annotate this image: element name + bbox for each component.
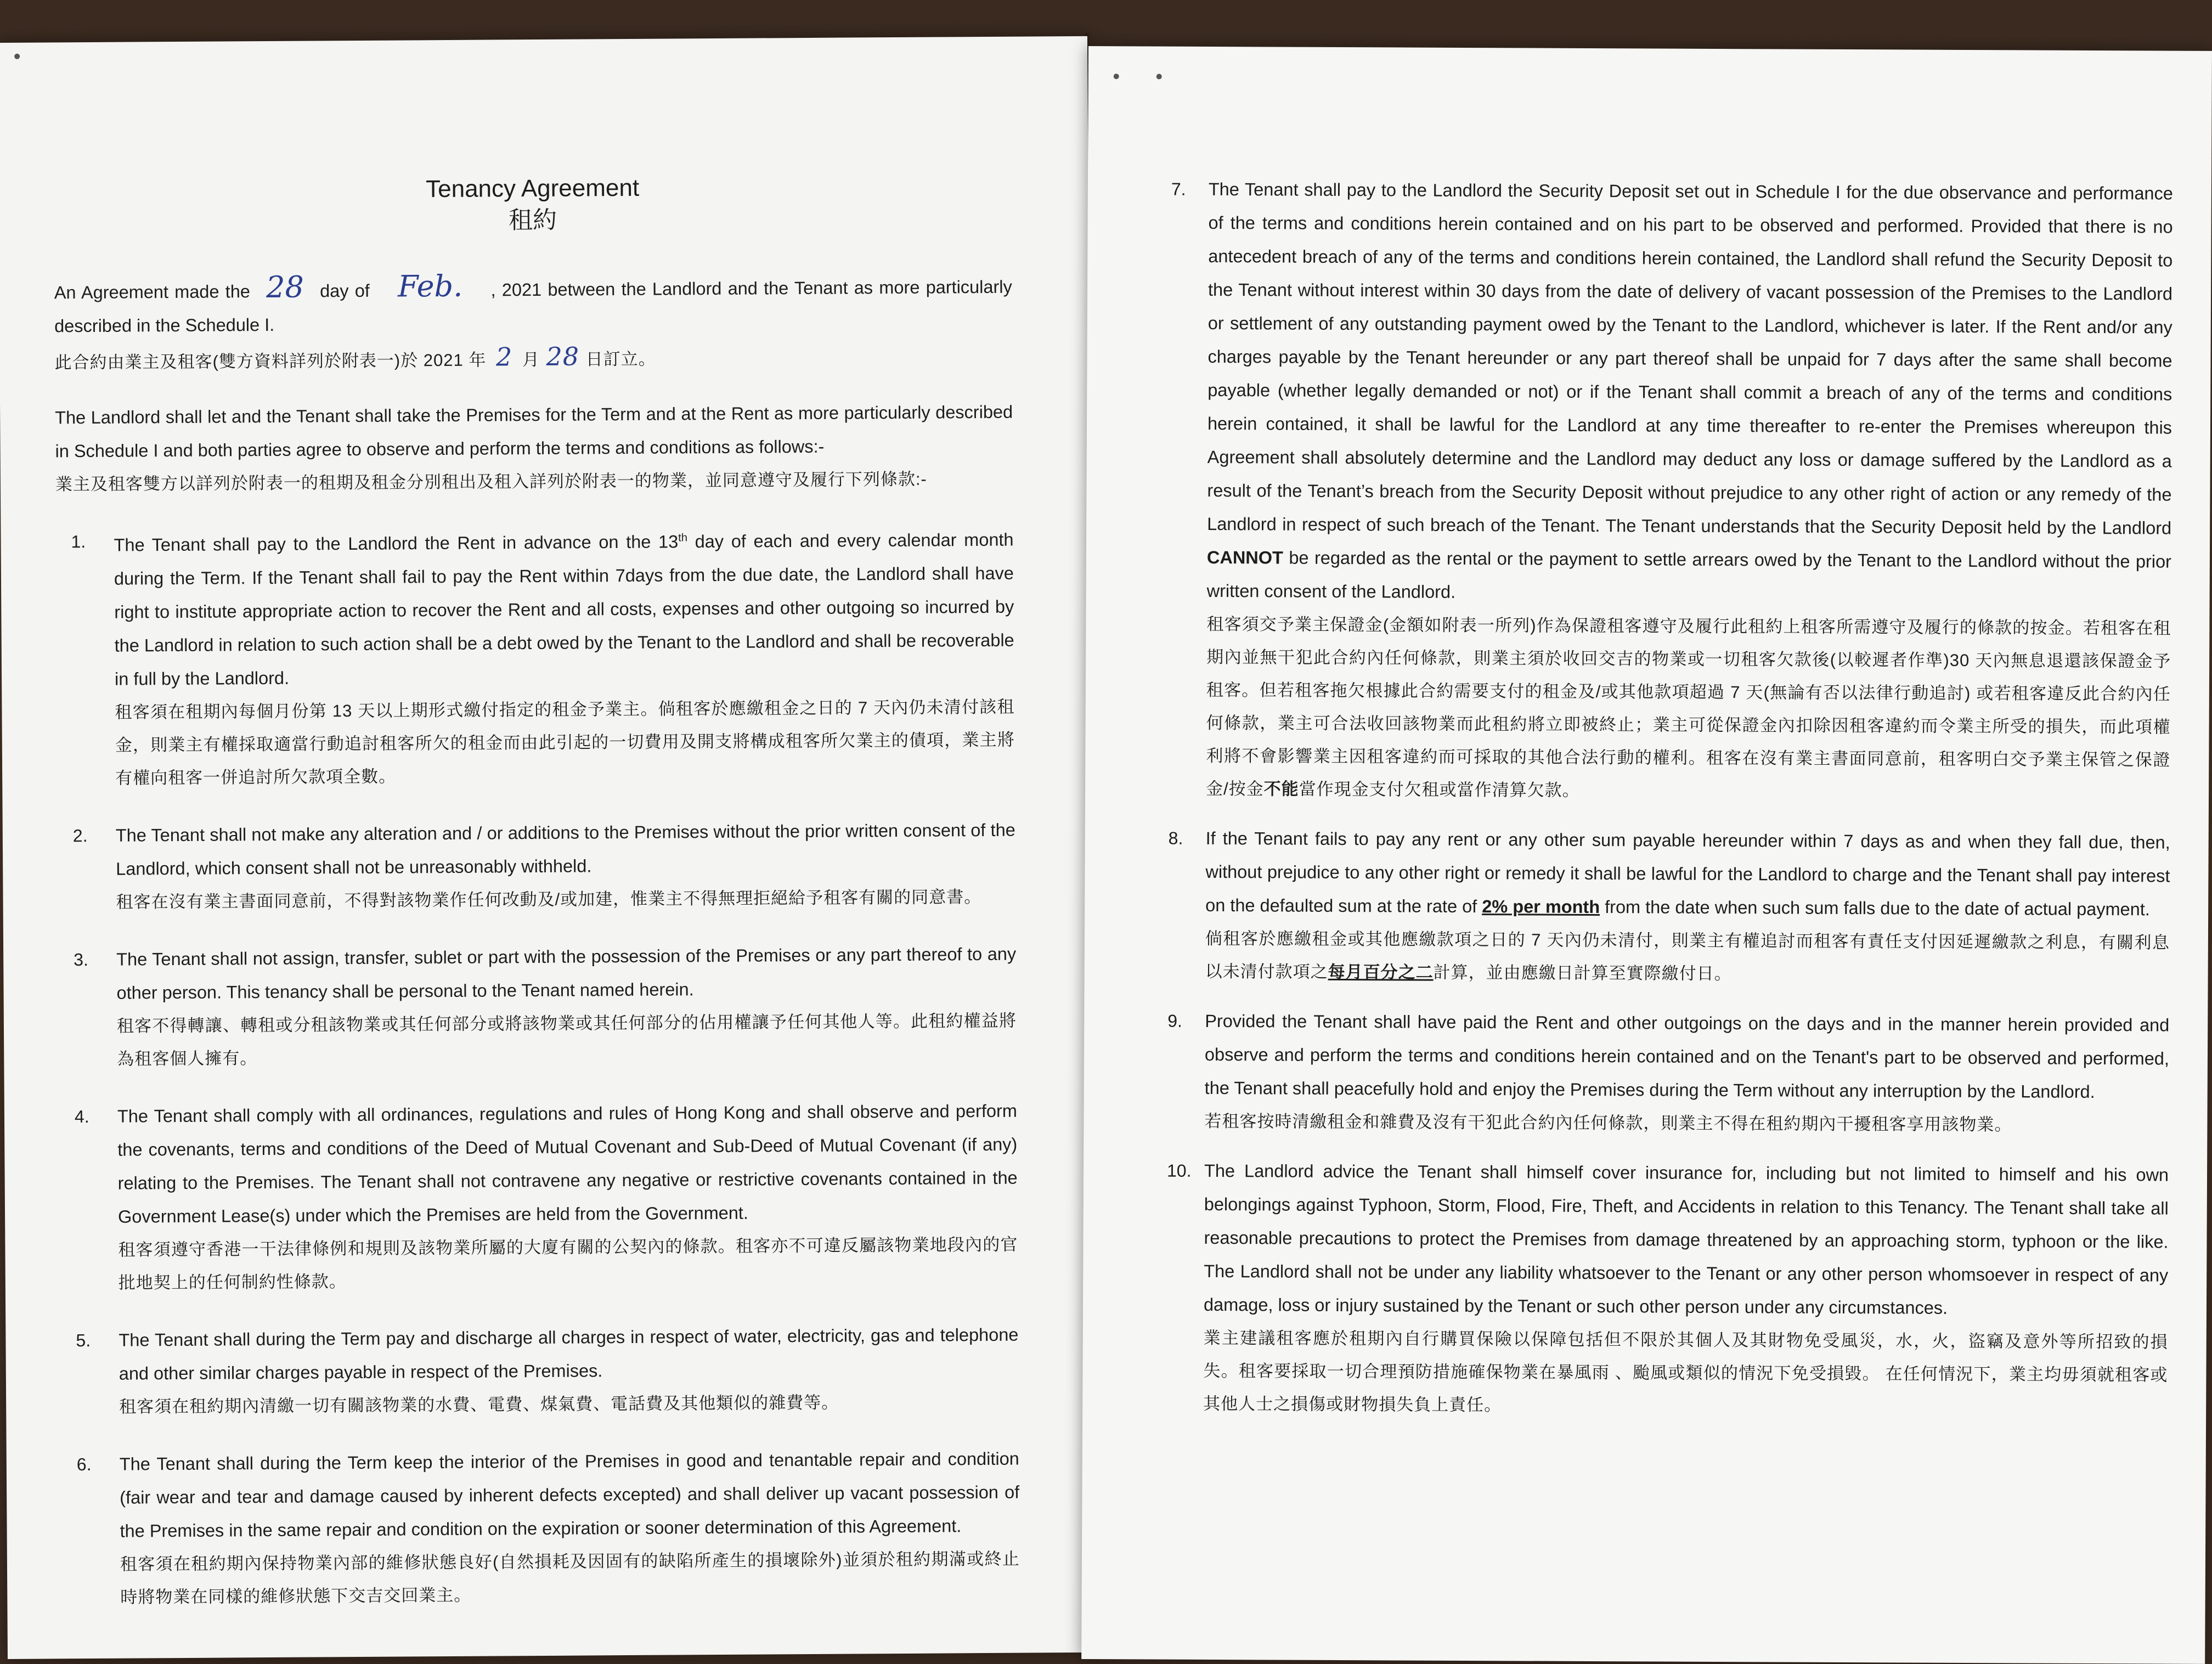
agreement-text-zh: 業主及租客雙方以詳列於附表一的租期及租金分別租出及租入詳列於附表一的物業，並同意遵守及履行下列條款:- bbox=[55, 469, 927, 494]
clause-number: 10. bbox=[1166, 1160, 1192, 1181]
clause-text-en bbox=[114, 520, 1014, 696]
clause-text-en: The Tenant shall not assign, transfer, sublet or part with the possession of the Premises or any part thereof to any other person. This tenancy shall be personal to the Tenant named herein. bbox=[116, 944, 1017, 1003]
handwritten-zh-day: 28 bbox=[546, 341, 580, 371]
clause-text-zh: 業主建議租客應於租期內自行購買保險以保障包括但不限於其個人及其財物免受風災，水，火，盜竊及意外等所招致的損失。租客要採取一切合理預防措施確保物業在暴風雨 、颱風或類似的情況下免受損毀。 在任何情況下，業主均毋須就租客或其他人士之損傷或財物損失負上責任。 bbox=[1203, 1328, 2168, 1415]
clause-5 bbox=[60, 1318, 1019, 1424]
emphasis-cannot: CANNOT bbox=[1206, 547, 1284, 568]
clause-text-zh: 租客不得轉讓、轉租或分租該物業或其任何部分或將該物業或其任何部分的佔用權讓予任何其他人等。此租約權益將為租客個人擁有。 bbox=[116, 1011, 1017, 1069]
clause-text-en-part: If the Tenant fails to pay any rent or any other sum payable hereunder within 7 days as and when they fall due, then, without prejudice to any other right or remedy it shall be lawful for the Landlord to charge and the Tenant shall pay interest on the defaulted sum at the rate of bbox=[1205, 828, 2170, 917]
clause-text-zh-part: 當作現金支付欠租或當作清算欠款。 bbox=[1299, 779, 1580, 800]
clause-text-en: The Tenant shall not make any alteration and / or additions to the Premises without the prior written consent of the Landlord, which consent shall not be unreasonably withheld. bbox=[115, 820, 1015, 879]
clause-number: 6. bbox=[76, 1454, 92, 1474]
interest-rate: 2% per month bbox=[1482, 896, 1600, 917]
interest-rate-zh: 每月百分之二 bbox=[1328, 962, 1434, 982]
handwritten-zh-month: 2 bbox=[495, 342, 513, 372]
clause-number: 3. bbox=[74, 949, 89, 970]
clause-text-zh-part: 倘租客於應繳租金或其他應繳款項之日的 7 天內仍未清付，則業主有權追討而租客有責任支付因延遲繳款之利息，有關利息以未清付款項之 bbox=[1205, 928, 2170, 982]
clause-text-en-part: be regarded as the rental or the payment to settle arrears owed by the Tenant to the Landlord without the prior written consent of the Landlord. bbox=[1206, 548, 2171, 602]
clause-text-en-part: The Tenant shall pay to the Landlord the Rent in advance on the 13 bbox=[114, 532, 679, 555]
staple-hole bbox=[14, 54, 20, 59]
clause-text-en: The Tenant shall during the Term keep the interior of the Premises in good and tenantable repair and condition (fair wear and tear and damage caused by inherent defects excepted) and shall deliver up vacant possession of the Premises in the same repair and condition on the expiration or sooner determination of this Agreement. bbox=[119, 1448, 1020, 1541]
clause-list-left bbox=[55, 520, 1020, 1614]
clause-text-en: The Landlord advice the Tenant shall himself cover insurance for, including but not limited to himself and his own belongings against Typhoon, Storm, Flood, Fire, Theft, and Accidents in relation to this Tenancy. The Tenant shall take all reasonable precautions to protect the Premises from damage threatened by an approaching storm, typhoon or the like. The Landlord shall not be under any liability whatsoever to the Tenant or any other person whomsoever in respect of any damage, loss or injury sustained by the Tenant or such other person under any circumstances. bbox=[1203, 1160, 2169, 1318]
clause-4 bbox=[59, 1095, 1018, 1300]
clause-text-en bbox=[1207, 173, 2173, 612]
clause-7 bbox=[1140, 172, 2173, 809]
left-page bbox=[0, 36, 1097, 1659]
intro-day-of: day of bbox=[320, 280, 370, 301]
intro-zh-suffix: 日訂立。 bbox=[585, 349, 656, 369]
intro-suffix: , 2021 between the Landlord and the Tenant as more particularly described in the Schedule I. bbox=[54, 277, 1012, 336]
clause-number: 7. bbox=[1171, 179, 1186, 199]
clause-text-en-part: day of each and every calendar month during the Term. If the Tenant shall fail to pay the Rent within 7days from the due date, the Landlord shall have right to institute appropriate action to recover the Rent and all costs, expenses and other outgoing so incurred by the Landlord in relation to such action shall be a debt owed by the Tenant to the Landlord and shall be recoverable in full by the Landlord. bbox=[114, 529, 1014, 689]
clause-number: 5. bbox=[76, 1330, 91, 1351]
intro-zh-month-label: 月 bbox=[522, 349, 540, 370]
clause-text-zh-part: 租客須交予業主保證金(金額如附表一所列)作為保證租客遵守及履行此租約上租客所需遵守及履行的條款的按金。若租客在租期內並無干犯此合約內任何條款，則業主須於收回交吉的物業或一切租客欠款後(以較遲者作準)30 天內無息退還該保證金予租客。但若租客拖欠根據此合約需要支付的租金及/或其他款項超過 7 天(無論有否以法律行動追討) 或若租客違反此合約內任何條款，業主可合法收回該物業而此租約將立即被終止；業主可從保證金內扣除因租客違約而令業主所受的損失，而此項權利將不會影響業主因租客違約而可採取的其他合法行動的權利。租客在沒有業主書面同意前，租客明白交予業主保管之保證金/按金 bbox=[1206, 614, 2171, 799]
clause-6 bbox=[61, 1442, 1020, 1615]
clause-text-zh: 租客須在租約期內清繳一切有關該物業的水費、電費、煤氣費、電話費及其他類似的雜費等。 bbox=[119, 1392, 839, 1417]
clause-number: 1. bbox=[71, 532, 86, 552]
clause-text-zh: 租客須在租約期內保持物業內部的維修狀態良好(自然損耗及因固有的缺陷所產生的損壞除外)並須於租約期滿或終止時將物業在同樣的維修狀態下交吉交回業主。 bbox=[120, 1549, 1020, 1607]
agreement-text-en: The Landlord shall let and the Tenant shall take the Premises for the Term and at the Rent as more particularly described in Schedule I and both parties agree to observe and perform the terms and conditions as follows:- bbox=[55, 402, 1013, 461]
agreement-paragraph bbox=[55, 396, 1013, 501]
ordinal-suffix: th bbox=[678, 532, 687, 544]
clause-3 bbox=[58, 938, 1017, 1076]
handwritten-day: 28 bbox=[266, 269, 304, 305]
handwritten-month: Feb. bbox=[397, 268, 463, 304]
clause-text-zh bbox=[1205, 922, 2170, 992]
clause-10 bbox=[1137, 1154, 2169, 1424]
clause-text-zh-part: 計算，並由應繳日計算至實際繳付日。 bbox=[1433, 962, 1732, 984]
document-title-zh: 租約 bbox=[508, 206, 557, 234]
clause-number: 8. bbox=[1168, 828, 1183, 848]
clause-text-zh: 若租客按時清繳租金和雜費及沒有干犯此合約內任何條款，則業主不得在租約期內干擾租客享用該物業。 bbox=[1204, 1111, 2012, 1135]
clause-text-en bbox=[1205, 822, 2170, 927]
intro-paragraph bbox=[54, 266, 1013, 380]
staple-hole bbox=[1156, 74, 1162, 80]
clause-text-en-part: from the date when such sum falls due to the date of actual payment. bbox=[1600, 897, 2150, 920]
clause-text-zh: 租客須遵守香港一干法律條例和規則及該物業所屬的大廈有關的公契內的條款。租客亦不可違反屬該物業地段內的官批地契上的任何制約性條款。 bbox=[118, 1234, 1018, 1293]
right-page bbox=[1081, 46, 2212, 1664]
clause-1 bbox=[55, 520, 1015, 795]
clause-9 bbox=[1138, 1004, 2169, 1142]
document-title: Tenancy Agreement bbox=[426, 174, 640, 203]
clause-text-zh bbox=[1206, 608, 2171, 810]
clause-text-en-part: The Tenant shall pay to the Landlord the Security Deposit set out in Schedule I for the due observance and performance of the terms and conditions herein contained and on his part to be observed and performed. Provided that there is no antecedent breach of any of the terms and conditions herein contained, the Landlord shall refund the Security Deposit to the Tenant without interest within 30 days from the date of delivery of vacant possession of the Premises to the Landlord or settlement of any outstanding payment owed by the Tenant to the Landlord, whichever is later. If the Rent and/or any charges payable by the Tenant hereunder or any part thereof shall be unpaid for 7 days after the same shall become payable (whether legally demanded or not) or if the Tenant shall commit a breach of any of the terms and conditions herein contained, it shall be lawful for the Landlord at any time thereafter to re-enter the Premises whereupon this Agreement shall absolutely determine and the Landlord may deduct any loss or damage suffered by the Landlord as a result of the Tenant’s breach from the Security Deposit without prejudice to any other right of action or any remedy of the Landlord in respect of such breach of the Tenant. The Tenant understands that the Security Deposit held by the Landlord bbox=[1207, 179, 2173, 538]
clause-text-en: The Tenant shall during the Term pay and discharge all charges in respect of water, electricity, gas and telephone and other similar charges payable in respect of the Premises. bbox=[119, 1324, 1019, 1384]
clause-number: 9. bbox=[1167, 1011, 1183, 1031]
clause-text-en: The Tenant shall comply with all ordinances, regulations and rules of Hong Kong and shall observe and perform the covenants, terms and conditions of the Deed of Mutual Covenant and Sub-Deed of Mutual Covenant (if any) relating to the Premises. The Tenant shall not contravene any negative or restrictive covenants contained in the Government Lease(s) under which the Premises are held from the Government. bbox=[117, 1101, 1018, 1227]
clause-2 bbox=[58, 814, 1016, 920]
clause-number: 4. bbox=[74, 1106, 89, 1127]
emphasis-cannot-zh: 不能 bbox=[1263, 779, 1299, 799]
clause-text-zh: 租客須在租期內每個月份第 13 天以上期形式繳付指定的租金予業主。倘租客於應繳租金之日的 7 天內仍未清付該租金，則業主有權採取適當行動追討租客所欠的租金而由此引起的一切費用及開支將構成租客所欠業主的債項，業主將有權向租客一併追討所欠款項全數。 bbox=[115, 697, 1015, 788]
clause-text-zh: 租客在沒有業主書面同意前，不得對該物業作任何改動及/或加建，惟業主不得無理拒絕給予租客有關的同意書。 bbox=[116, 887, 982, 912]
clause-number: 2. bbox=[72, 825, 88, 846]
clause-8 bbox=[1139, 821, 2170, 992]
staple-hole bbox=[1114, 74, 1119, 79]
intro-zh-prefix: 此合約由業主及租客(雙方資料詳列於附表一)於 2021 年 bbox=[54, 350, 487, 373]
clause-list-right bbox=[1137, 172, 2173, 1424]
intro-prefix: An Agreement made the bbox=[54, 281, 251, 303]
clause-text-en: Provided the Tenant shall have paid the Rent and other outgoings on the days and in the manner herein provided and observe and perform the terms and conditions herein contained and on the Tenant's part to be observed and performed, the Tenant shall peacefully hold and enjoy the Premises during the Term without any interruption by the Landlord. bbox=[1204, 1011, 2170, 1102]
